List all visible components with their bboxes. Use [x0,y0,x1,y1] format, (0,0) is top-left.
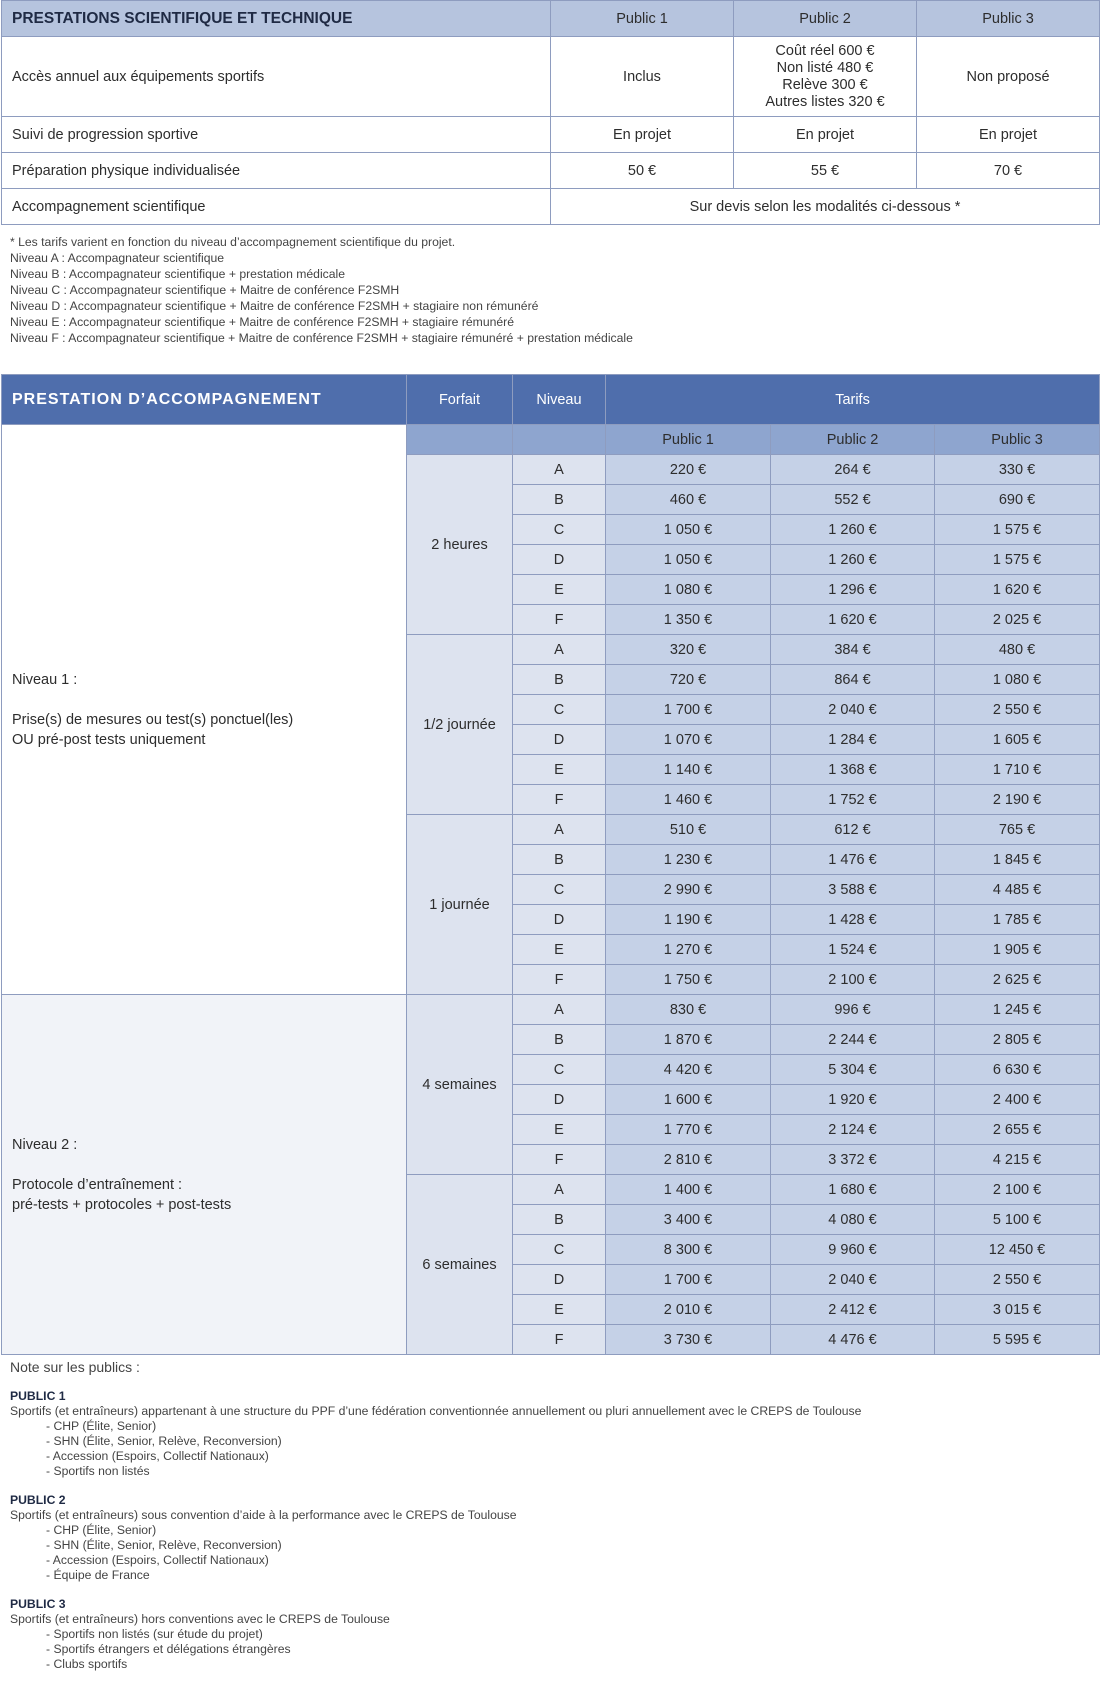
price-public-1: 2 010 € [606,1295,771,1325]
price-public-1: 1 070 € [606,725,771,755]
price-public-1: 1 050 € [606,515,771,545]
public-title: PUBLIC 3 [10,1597,66,1611]
niveau-cell: E [513,755,606,785]
price-public-1: 1 350 € [606,605,771,635]
niveau-cell: D [513,1085,606,1115]
niveau-cell: F [513,605,606,635]
cell-public-3: Non proposé [917,37,1100,117]
price-public-3: 2 025 € [935,605,1100,635]
public-item: - Équipe de France [46,1568,150,1582]
public-title: PUBLIC 1 [10,1389,66,1403]
cell-public-1: Inclus [551,37,734,117]
public-note [10,1493,1090,1583]
price-public-3: 1 605 € [935,725,1100,755]
price-public-3: 2 190 € [935,785,1100,815]
table-row [2,37,1100,117]
col-header-public-2: Public 2 [734,1,917,37]
price-public-1: 3 730 € [606,1325,771,1355]
table-header-row [2,1,1100,37]
spacer [12,1155,396,1175]
price-public-3: 1 905 € [935,935,1100,965]
niveau-cell: C [513,875,606,905]
price-public-1: 830 € [606,995,771,1025]
footnote-line: Niveau A : Accompagnateur scientifique [10,251,225,265]
public-description: Sportifs (et entraîneurs) sous convention d’aide à la performance avec le CREPS de Toulouse [10,1508,517,1522]
price-public-2: 864 € [771,665,935,695]
price-public-2: 1 476 € [771,845,935,875]
price-public-2: 1 260 € [771,515,935,545]
price-public-2: 1 260 € [771,545,935,575]
price-public-2: 3 588 € [771,875,935,905]
price-public-1: 320 € [606,635,771,665]
price-public-2: 552 € [771,485,935,515]
niveau-cell: E [513,935,606,965]
niveau-cell: F [513,1145,606,1175]
col-header-niveau: Niveau [513,375,606,425]
price-public-2: 1 680 € [771,1175,935,1205]
niveau-cell: A [513,635,606,665]
table-row [2,153,1100,189]
table-title: PRESTATION D’ACCOMPAGNEMENT [2,375,407,425]
row-label: Accompagnement scientifique [2,189,551,225]
merged-cell: Sur devis selon les modalités ci-dessous * [551,189,1100,225]
niveau-cell: F [513,1325,606,1355]
price-public-3: 2 550 € [935,1265,1100,1295]
price-public-3: 330 € [935,455,1100,485]
table-body [2,425,1100,1355]
table-row [2,117,1100,153]
price-public-3: 2 805 € [935,1025,1100,1055]
price-public-2: 1 284 € [771,725,935,755]
price-public-3: 2 100 € [935,1175,1100,1205]
row-label: Préparation physique individualisée [2,153,551,189]
price-public-1: 2 810 € [606,1145,771,1175]
price-public-1: 720 € [606,665,771,695]
price-public-1: 1 870 € [606,1025,771,1055]
spacer [12,690,396,710]
public-item: - SHN (Élite, Senior, Relève, Reconversion) [46,1538,282,1552]
price-public-1: 460 € [606,485,771,515]
niveau-cell: B [513,1205,606,1235]
forfait-cell: 2 heures [407,455,513,635]
table-header-row [2,375,1100,425]
footnote-line: * Les tarifs varient en fonction du niveau d’accompagnement scientifique du projet. [10,235,456,249]
price-public-3: 1 845 € [935,845,1100,875]
row-label: Accès annuel aux équipements sportifs [2,37,551,117]
price-public-3: 12 450 € [935,1235,1100,1265]
price-public-1: 1 700 € [606,1265,771,1295]
price-public-2: 3 372 € [771,1145,935,1175]
notes-intro: Note sur les publics : [10,1359,140,1375]
price-public-1: 1 270 € [606,935,771,965]
col-header-tarifs: Tarifs [606,375,1100,425]
price-public-2: 2 244 € [771,1025,935,1055]
price-public-3: 1 620 € [935,575,1100,605]
niveau-cell: D [513,905,606,935]
price-public-1: 1 400 € [606,1175,771,1205]
table-row [2,995,1100,1025]
niveau-cell: C [513,1055,606,1085]
cell-public-3: 70 € [917,153,1100,189]
niveau-cell: B [513,665,606,695]
cell-public-2: 55 € [734,153,917,189]
cell-public-1: 50 € [551,153,734,189]
price-public-2: 1 428 € [771,905,935,935]
price-public-1: 220 € [606,455,771,485]
price-public-3: 765 € [935,815,1100,845]
forfait-cell: 1 journée [407,815,513,995]
public-description: Sportifs (et entraîneurs) appartenant à une structure du PPF d’une fédération conventionnée annuellement ou pluri annuellement avec le CREPS de Toulouse [10,1404,862,1418]
niveau-cell: C [513,695,606,725]
cell-public-3: En projet [917,117,1100,153]
price-line: Non listé 480 € [776,59,874,76]
price-public-2: 1 368 € [771,755,935,785]
table-row [2,189,1100,225]
forfait-cell: 6 semaines [407,1175,513,1355]
tariff-footnote [10,234,1090,346]
price-public-3: 1 575 € [935,545,1100,575]
price-public-3: 4 485 € [935,875,1100,905]
prestation-accompagnement-table [1,374,1100,1355]
niveau-cell: A [513,995,606,1025]
niveau-cell: C [513,515,606,545]
public-item: - CHP (Élite, Senior) [46,1419,157,1433]
price-public-2: 4 476 € [771,1325,935,1355]
section-title: Niveau 1 : [12,671,78,688]
col-header-public-2: Public 2 [771,425,935,455]
price-public-2: 996 € [771,995,935,1025]
cell-public-2 [734,37,917,117]
price-public-2: 384 € [771,635,935,665]
price-public-1: 1 700 € [606,695,771,725]
col-header-public-3: Public 3 [917,1,1100,37]
niveau-cell: D [513,1265,606,1295]
public-item: - Clubs sportifs [46,1657,128,1671]
price-public-1: 1 770 € [606,1115,771,1145]
col-header-public-1: Public 1 [551,1,734,37]
price-public-2: 1 920 € [771,1085,935,1115]
price-public-2: 2 040 € [771,695,935,725]
price-public-3: 3 015 € [935,1295,1100,1325]
col-header-public-3: Public 3 [935,425,1100,455]
footnote-line: Niveau E : Accompagnateur scientifique + Maitre de conférence F2SMH + stagiaire rémunéré [10,315,515,329]
price-public-1: 1 750 € [606,965,771,995]
niveau-cell: A [513,455,606,485]
section-description-1 [2,425,407,995]
price-public-1: 1 050 € [606,545,771,575]
niveau-cell: D [513,725,606,755]
row-label: Suivi de progression sportive [2,117,551,153]
price-public-3: 2 400 € [935,1085,1100,1115]
empty-header-cell [513,425,606,455]
table-title: PRESTATIONS SCIENTIFIQUE ET TECHNIQUE [2,1,551,37]
public-item: - Accession (Espoirs, Collectif Nationaux) [46,1449,269,1463]
price-public-3: 1 785 € [935,905,1100,935]
publics-notes [10,1360,1090,1686]
price-public-2: 2 124 € [771,1115,935,1145]
price-public-2: 1 752 € [771,785,935,815]
price-public-3: 1 080 € [935,665,1100,695]
price-public-1: 1 080 € [606,575,771,605]
niveau-cell: F [513,785,606,815]
niveau-cell: E [513,1295,606,1325]
niveau-cell: F [513,965,606,995]
price-public-3: 5 100 € [935,1205,1100,1235]
public-item: - Sportifs non listés (sur étude du projet) [46,1627,263,1641]
price-line: Coût réel 600 € [775,42,875,59]
section-description-line: pré-tests + protocoles + post-tests [12,1196,232,1213]
price-public-1: 8 300 € [606,1235,771,1265]
price-public-2: 2 040 € [771,1265,935,1295]
public-note [10,1389,1090,1479]
public-title: PUBLIC 2 [10,1493,66,1507]
footnote-line: Niveau C : Accompagnateur scientifique + Maitre de conférence F2SMH [10,283,400,297]
col-header-public-1: Public 1 [606,425,771,455]
prestations-scientifique-table [1,0,1100,225]
price-public-2: 1 296 € [771,575,935,605]
niveau-cell: E [513,1115,606,1145]
public-item: - CHP (Élite, Senior) [46,1523,157,1537]
section-title: Niveau 2 : [12,1136,78,1153]
public-item: - Accession (Espoirs, Collectif Nationaux) [46,1553,269,1567]
price-public-1: 2 990 € [606,875,771,905]
section-description-2 [2,995,407,1355]
price-public-3: 1 245 € [935,995,1100,1025]
public-item: - SHN (Élite, Senior, Relève, Reconversion) [46,1434,282,1448]
cell-public-1: En projet [551,117,734,153]
price-public-1: 1 140 € [606,755,771,785]
price-public-3: 5 595 € [935,1325,1100,1355]
price-public-2: 9 960 € [771,1235,935,1265]
price-public-3: 1 575 € [935,515,1100,545]
cell-public-2: En projet [734,117,917,153]
price-public-1: 3 400 € [606,1205,771,1235]
empty-header-cell [407,425,513,455]
niveau-cell: A [513,815,606,845]
price-line: Autres listes 320 € [765,93,885,110]
public-note [10,1597,1090,1672]
price-public-1: 1 230 € [606,845,771,875]
forfait-cell: 4 semaines [407,995,513,1175]
price-public-1: 1 600 € [606,1085,771,1115]
price-public-3: 6 630 € [935,1055,1100,1085]
price-public-1: 510 € [606,815,771,845]
price-public-2: 1 524 € [771,935,935,965]
price-public-3: 2 550 € [935,695,1100,725]
niveau-cell: B [513,1025,606,1055]
section-description-line: Protocole d’entraînement : [12,1176,183,1193]
public-item: - Sportifs étrangers et délégations étrangères [46,1642,291,1656]
niveau-cell: D [513,545,606,575]
price-public-2: 264 € [771,455,935,485]
niveau-cell: B [513,485,606,515]
niveau-cell: B [513,845,606,875]
niveau-cell: A [513,1175,606,1205]
niveau-cell: C [513,1235,606,1265]
footnote-line: Niveau B : Accompagnateur scientifique + prestation médicale [10,267,346,281]
public-item: - Sportifs non listés [46,1464,150,1478]
footnote-line: Niveau F : Accompagnateur scientifique + Maitre de conférence F2SMH + stagiaire rémunéré + prestation médicale [10,331,633,345]
price-public-1: 1 190 € [606,905,771,935]
section-description-line: Prise(s) de mesures ou test(s) ponctuel(les) [12,711,294,728]
price-public-2: 1 620 € [771,605,935,635]
price-public-2: 2 100 € [771,965,935,995]
price-line: Relève 300 € [782,76,868,93]
price-public-1: 4 420 € [606,1055,771,1085]
price-public-2: 5 304 € [771,1055,935,1085]
footnote-line: Niveau D : Accompagnateur scientifique + Maitre de conférence F2SMH + stagiaire non rémunéré [10,299,539,313]
price-public-3: 1 710 € [935,755,1100,785]
col-header-forfait: Forfait [407,375,513,425]
section-description-line: OU pré-post tests uniquement [12,731,206,748]
price-public-1: 1 460 € [606,785,771,815]
price-public-3: 690 € [935,485,1100,515]
forfait-cell: 1/2 journée [407,635,513,815]
price-public-3: 2 625 € [935,965,1100,995]
price-public-3: 4 215 € [935,1145,1100,1175]
price-public-3: 480 € [935,635,1100,665]
price-public-3: 2 655 € [935,1115,1100,1145]
public-description: Sportifs (et entraîneurs) hors conventions avec le CREPS de Toulouse [10,1612,390,1626]
price-public-2: 2 412 € [771,1295,935,1325]
price-public-2: 4 080 € [771,1205,935,1235]
price-public-2: 612 € [771,815,935,845]
publics-header-row [2,425,1100,455]
niveau-cell: E [513,575,606,605]
